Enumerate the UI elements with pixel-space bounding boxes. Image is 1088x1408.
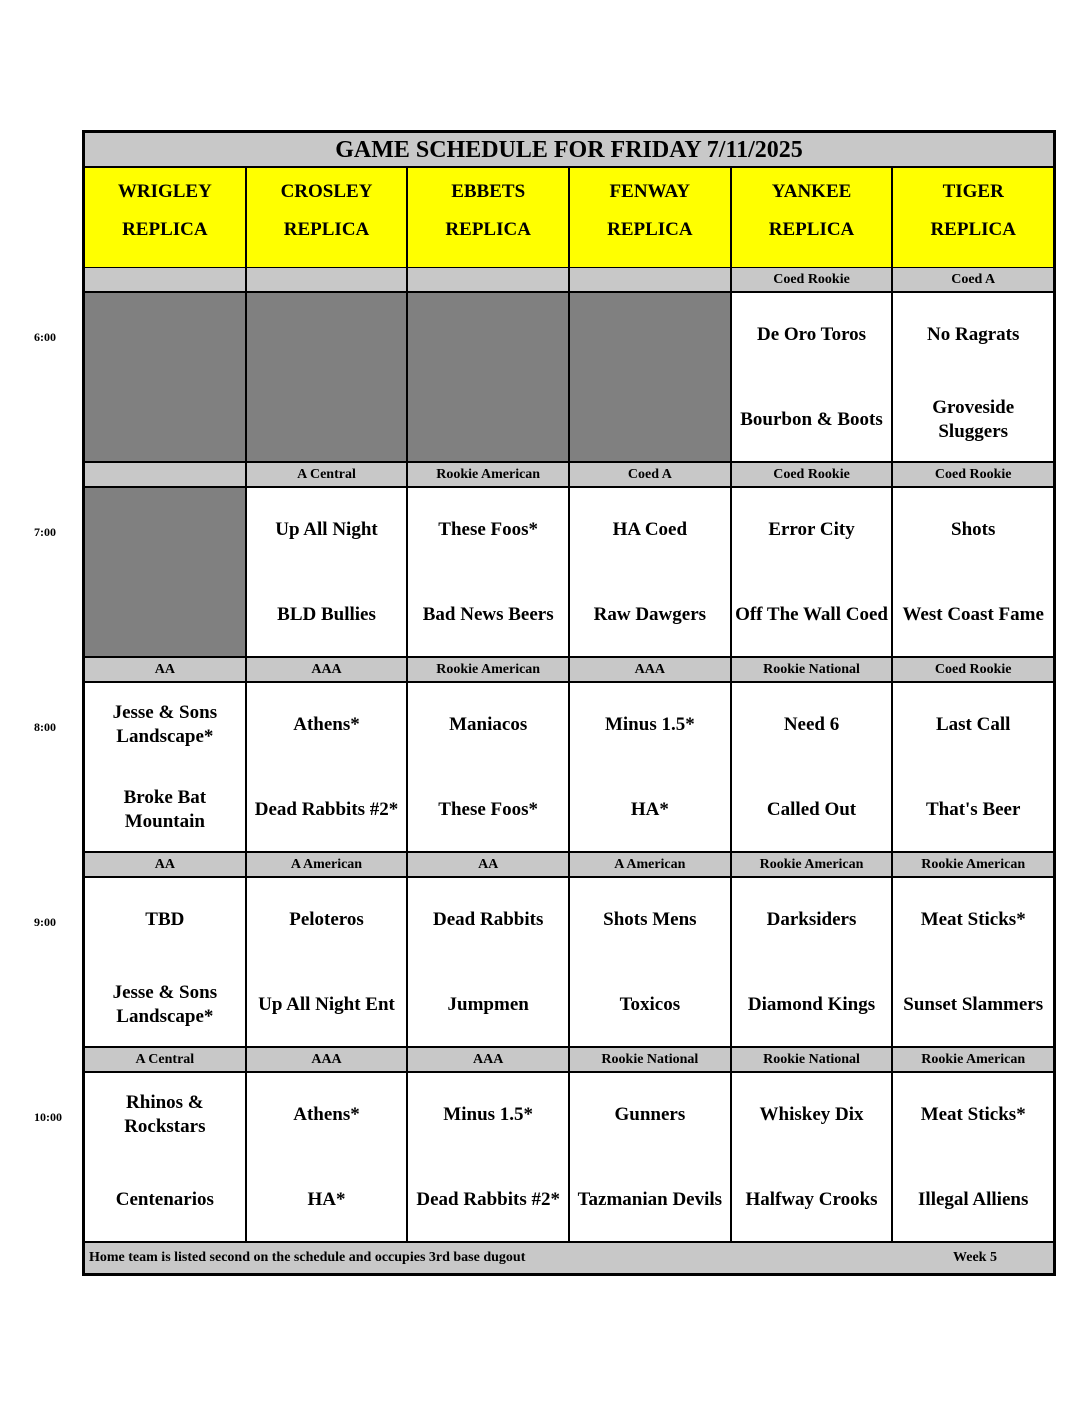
division-label: Rookie American [921, 857, 1026, 872]
game-cell [570, 683, 732, 853]
game-cell [732, 683, 894, 853]
away-team: Athens* [293, 714, 360, 735]
field-header-yankee [732, 168, 894, 269]
division-label: AAA [247, 658, 409, 681]
game-cell [408, 683, 570, 853]
division-label: A American [247, 853, 409, 876]
away-team: Meat Sticks* [920, 909, 1026, 930]
division-label: Rookie National [570, 1048, 732, 1071]
game-cell [408, 878, 570, 1048]
away-team: No Ragrats [927, 324, 1020, 345]
home-team: Broke Bat Mountain [123, 787, 207, 832]
field-name: TIGER [942, 181, 1004, 202]
division-row [85, 463, 1053, 488]
division-label: AA [408, 853, 570, 876]
game-row [85, 878, 1053, 1048]
away-team: Athens* [293, 1104, 360, 1125]
schedule-title: GAME SCHEDULE FOR FRIDAY 7/11/2025 [85, 133, 1053, 168]
game-cell [732, 1073, 894, 1243]
home-team: West Coast Fame [902, 604, 1044, 625]
game-cell [85, 1073, 247, 1243]
division-row [85, 658, 1053, 683]
game-cell [247, 878, 409, 1048]
division-row [85, 853, 1053, 878]
division-label [85, 463, 247, 486]
home-team: These Foos* [438, 799, 539, 820]
game-cell [893, 488, 1053, 658]
game-row [85, 488, 1053, 658]
time-slot [85, 1048, 1053, 1243]
game-cell [732, 878, 894, 1048]
time-slot [85, 463, 1053, 658]
home-team-note: Home team is listed second on the schedule and occupies 3rd base dugout [89, 1250, 526, 1265]
field-sub: REPLICA [607, 219, 693, 240]
week-label: Week 5 [953, 1250, 997, 1265]
unused-game-cell [408, 293, 570, 463]
field-header-ebbets [408, 168, 570, 269]
home-team: Called Out [766, 799, 857, 820]
field-header-tiger [893, 168, 1053, 269]
division-label: Coed A [570, 463, 732, 486]
away-team: Need 6 [783, 714, 840, 735]
unused-game-cell [85, 488, 247, 658]
away-team: HA Coed [612, 519, 688, 540]
time-slot [85, 853, 1053, 1048]
home-team: Centenarios [115, 1189, 214, 1210]
game-cell [893, 1073, 1053, 1243]
home-team: HA* [630, 799, 669, 820]
field-header-fenway [570, 168, 732, 269]
division-label: Rookie American [732, 853, 894, 876]
division-label: A American [570, 853, 732, 876]
home-team: Illegal Alliens [918, 1189, 1029, 1210]
division-label: Coed Rookie [934, 467, 1012, 482]
division-label: AAA [408, 1048, 570, 1071]
home-team: Jumpmen [447, 994, 529, 1015]
home-team: Toxicos [619, 994, 681, 1015]
game-cell [893, 683, 1053, 853]
field-name: CROSLEY [280, 181, 373, 202]
division-label [247, 268, 409, 291]
away-team: Up All Night [275, 519, 378, 540]
field-name: EBBETS [451, 181, 526, 202]
division-label: AA [85, 658, 247, 681]
game-row [85, 683, 1053, 853]
division-label: A Central [85, 1048, 247, 1071]
time-slot [85, 268, 1053, 463]
unused-game-cell [247, 293, 409, 463]
field-name: FENWAY [609, 181, 691, 202]
division-row [85, 1048, 1053, 1073]
game-cell [408, 488, 570, 658]
away-team: Rhinos & Rockstars [124, 1092, 206, 1137]
division-label: Rookie National [732, 658, 894, 681]
away-team: Dead Rabbits [433, 909, 544, 930]
division-label: AA [85, 853, 247, 876]
home-team: Dead Rabbits #2* [254, 799, 399, 820]
unused-game-cell [85, 293, 247, 463]
away-team: Error City [768, 519, 855, 540]
field-header-row [85, 168, 1053, 269]
away-team: Gunners [614, 1104, 686, 1125]
time-label: 10:00 [34, 1110, 62, 1124]
home-team: Off The Wall Coed [735, 604, 888, 625]
game-row [85, 293, 1053, 463]
home-team: Up All Night Ent [258, 994, 395, 1015]
away-team: Maniacos [449, 714, 528, 735]
home-team: Bourbon & Boots [740, 409, 883, 430]
game-cell [732, 293, 894, 463]
away-team: TBD [145, 909, 185, 930]
time-label: 9:00 [34, 915, 56, 929]
division-label: Coed A [951, 272, 996, 287]
home-team: Raw Dawgers [593, 604, 707, 625]
time-slot [85, 658, 1053, 853]
division-label: Rookie National [732, 1048, 894, 1071]
game-cell [247, 683, 409, 853]
away-team: De Oro Toros [756, 324, 867, 345]
away-team: Peloteros [289, 909, 364, 930]
home-team: Groveside Sluggers [932, 397, 1015, 442]
away-team: Minus 1.5* [443, 1104, 534, 1125]
game-cell [408, 1073, 570, 1243]
home-team: Halfway Crooks [745, 1189, 878, 1210]
home-team: Jesse & Sons Landscape* [112, 982, 218, 1027]
field-name: YANKEE [771, 181, 852, 202]
time-label: 7:00 [34, 525, 56, 539]
field-sub: REPLICA [930, 219, 1016, 240]
game-cell [85, 878, 247, 1048]
field-sub: REPLICA [283, 219, 370, 240]
division-label: Rookie American [408, 463, 570, 486]
away-team: Jesse & Sons Landscape* [112, 702, 218, 747]
game-cell [85, 683, 247, 853]
game-cell [570, 1073, 732, 1243]
field-header-wrigley [85, 168, 247, 269]
home-team: Bad News Beers [422, 604, 554, 625]
away-team: Darksiders [766, 909, 857, 930]
division-row [85, 268, 1053, 293]
time-label: 8:00 [34, 720, 56, 734]
time-label: 6:00 [34, 330, 56, 344]
field-sub: REPLICA [768, 219, 855, 240]
game-cell [570, 488, 732, 658]
game-cell [893, 293, 1053, 463]
home-team: HA* [307, 1189, 346, 1210]
game-cell [570, 878, 732, 1048]
away-team: Shots [951, 519, 996, 540]
away-team: Whiskey Dix [759, 1104, 864, 1125]
away-team: Minus 1.5* [604, 714, 695, 735]
division-label: Coed Rookie [934, 662, 1012, 677]
game-cell [893, 878, 1053, 1048]
game-cell [247, 1073, 409, 1243]
field-sub: REPLICA [122, 219, 208, 240]
division-label [408, 268, 570, 291]
home-team: Tazmanian Devils [577, 1189, 723, 1210]
division-label: AAA [247, 1048, 409, 1071]
field-sub: REPLICA [445, 219, 531, 240]
game-cell [247, 488, 409, 658]
away-team: These Foos* [438, 519, 539, 540]
game-row [85, 1073, 1053, 1243]
division-label: Coed Rookie [732, 463, 894, 486]
schedule-footer [85, 1243, 1053, 1273]
home-team: BLD Bullies [277, 604, 376, 625]
division-label: A Central [247, 463, 409, 486]
home-team: That's Beer [925, 799, 1021, 820]
division-label: AAA [570, 658, 732, 681]
away-team: Last Call [935, 714, 1011, 735]
game-schedule-table [82, 130, 1056, 1276]
division-label [570, 268, 732, 291]
division-label [85, 268, 247, 291]
home-team: Dead Rabbits #2* [416, 1189, 560, 1210]
away-team: Shots Mens [603, 909, 697, 930]
division-label: Coed Rookie [732, 268, 894, 291]
home-team: Sunset Slammers [903, 994, 1044, 1015]
division-label: Rookie American [408, 658, 570, 681]
home-team: Diamond Kings [747, 994, 876, 1015]
field-name: WRIGLEY [117, 181, 212, 202]
away-team: Meat Sticks* [920, 1104, 1026, 1125]
game-cell [732, 488, 894, 658]
division-label: Rookie American [921, 1052, 1026, 1067]
field-header-crosley [247, 168, 409, 269]
unused-game-cell [570, 293, 732, 463]
